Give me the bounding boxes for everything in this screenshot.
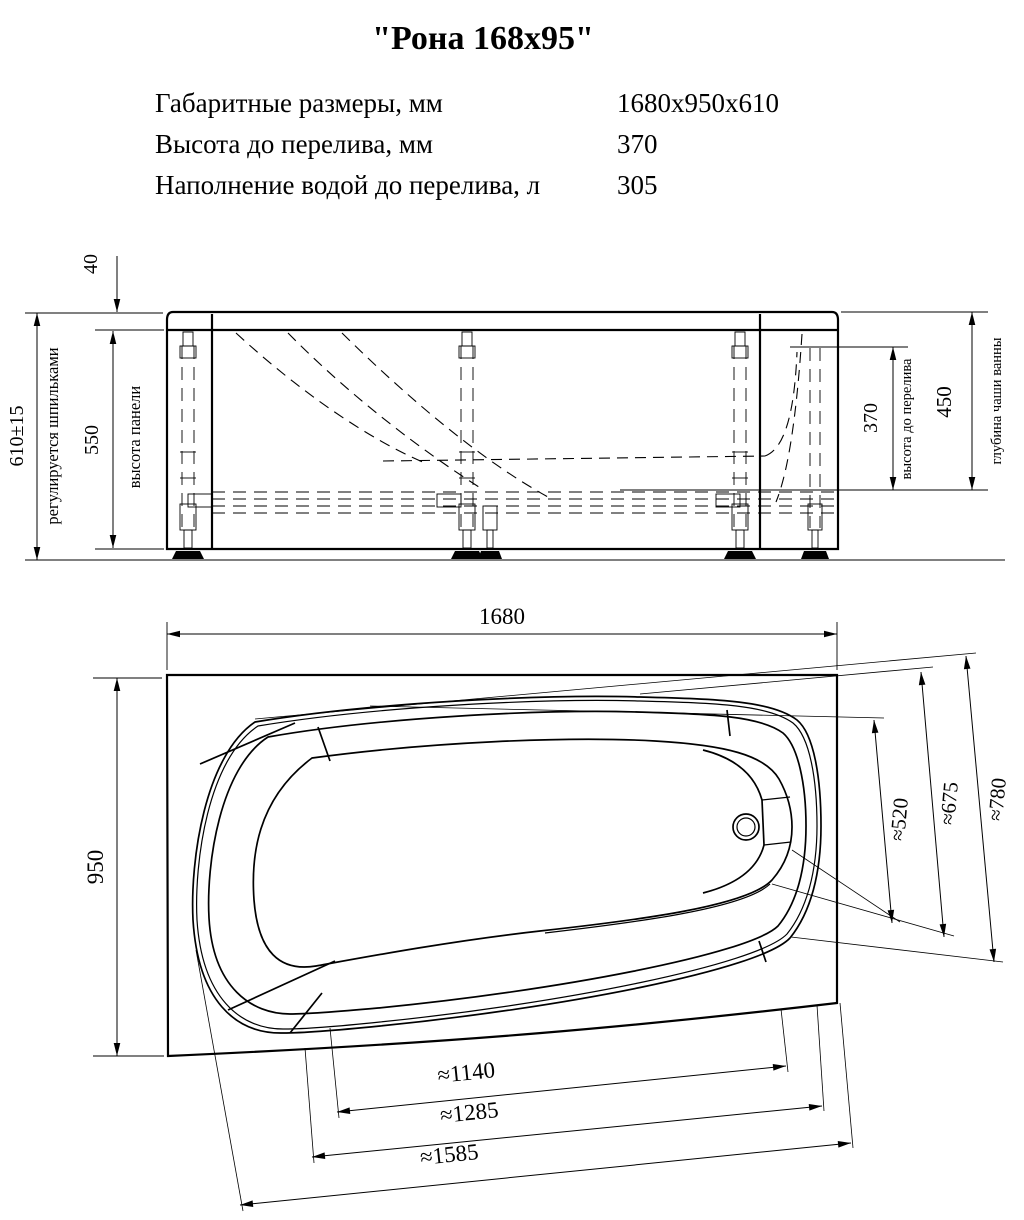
tub-rim-inner-edge bbox=[209, 711, 806, 1014]
front-edge-outer-label: ≈1585 bbox=[418, 1139, 480, 1170]
construction-lines bbox=[196, 653, 1003, 1211]
bowl-hidden-profile bbox=[212, 333, 838, 513]
adjustable-leg bbox=[172, 332, 204, 559]
front-edge-mid-dim-line bbox=[312, 1106, 822, 1157]
rim-width-inner-label: ≈520 bbox=[885, 796, 913, 842]
leg-foot-pad bbox=[724, 551, 756, 559]
deck-outline bbox=[167, 675, 837, 1056]
front-edge-outer-dim-line bbox=[240, 1143, 851, 1205]
rim-width-mid-label: ≈675 bbox=[935, 780, 963, 826]
front-edge-inner-dim-line bbox=[337, 1066, 786, 1112]
width-dim-label: 950 bbox=[83, 849, 108, 885]
side-view-dimensions-right bbox=[620, 312, 1005, 490]
adjustable-leg-short bbox=[478, 506, 502, 559]
overflow-height-note: высота до перелива bbox=[899, 358, 915, 480]
basin-bottom-offset bbox=[545, 884, 770, 933]
spec-label: Габаритные размеры, мм bbox=[155, 88, 443, 118]
leg-bracket bbox=[188, 494, 212, 507]
leg-bracket bbox=[437, 494, 461, 507]
adjustable-leg bbox=[724, 332, 756, 559]
plan-overall-dimensions bbox=[83, 604, 837, 1056]
leg-bracket bbox=[716, 494, 740, 507]
rim-width-dimensions bbox=[874, 656, 1011, 962]
front-edge-dimensions bbox=[240, 1057, 851, 1205]
spec-value: 1680x950x610 bbox=[617, 88, 779, 118]
rim-gap-dim-label: 40 bbox=[80, 254, 102, 274]
panel-height-note: высота панели bbox=[125, 385, 144, 489]
rim-width-outer-label: ≈780 bbox=[983, 776, 1011, 822]
panel-height-dim-label: 550 bbox=[81, 425, 103, 455]
basin-outline bbox=[253, 739, 792, 967]
length-dim-label: 1680 bbox=[479, 604, 525, 629]
front-edge-inner-label: ≈1140 bbox=[436, 1057, 497, 1088]
rim-seam-lines bbox=[200, 710, 766, 1033]
side-view-dimensions-left bbox=[6, 254, 164, 560]
front-edge-mid-label: ≈1285 bbox=[438, 1097, 500, 1128]
spec-label: Высота до перелива, мм bbox=[155, 129, 434, 159]
adjustable-leg bbox=[451, 332, 483, 559]
drain-hole-inner bbox=[737, 818, 755, 836]
leg-foot-pad bbox=[451, 551, 483, 559]
leg-foot-pad bbox=[172, 551, 204, 559]
bowl-depth-dim-label: 450 bbox=[932, 386, 956, 418]
leg-foot-pad bbox=[478, 551, 502, 559]
spec-value: 370 bbox=[617, 129, 658, 159]
spec-label: Наполнение водой до перелива, л bbox=[155, 170, 541, 200]
drawing-title: "Рона 168x95" bbox=[372, 20, 594, 57]
total-height-dim-label: 610±15 bbox=[6, 405, 28, 467]
spec-value: 305 bbox=[617, 170, 658, 200]
overflow-height-dim-label: 370 bbox=[860, 403, 882, 433]
adjustable-leg bbox=[801, 348, 829, 559]
leg-foot-pad bbox=[801, 551, 829, 559]
plan-view bbox=[83, 604, 1011, 1211]
total-height-note: регулируется шпильками bbox=[43, 347, 62, 525]
bowl-depth-note: глубина чаши ванны bbox=[989, 337, 1005, 465]
side-view bbox=[6, 254, 1005, 560]
